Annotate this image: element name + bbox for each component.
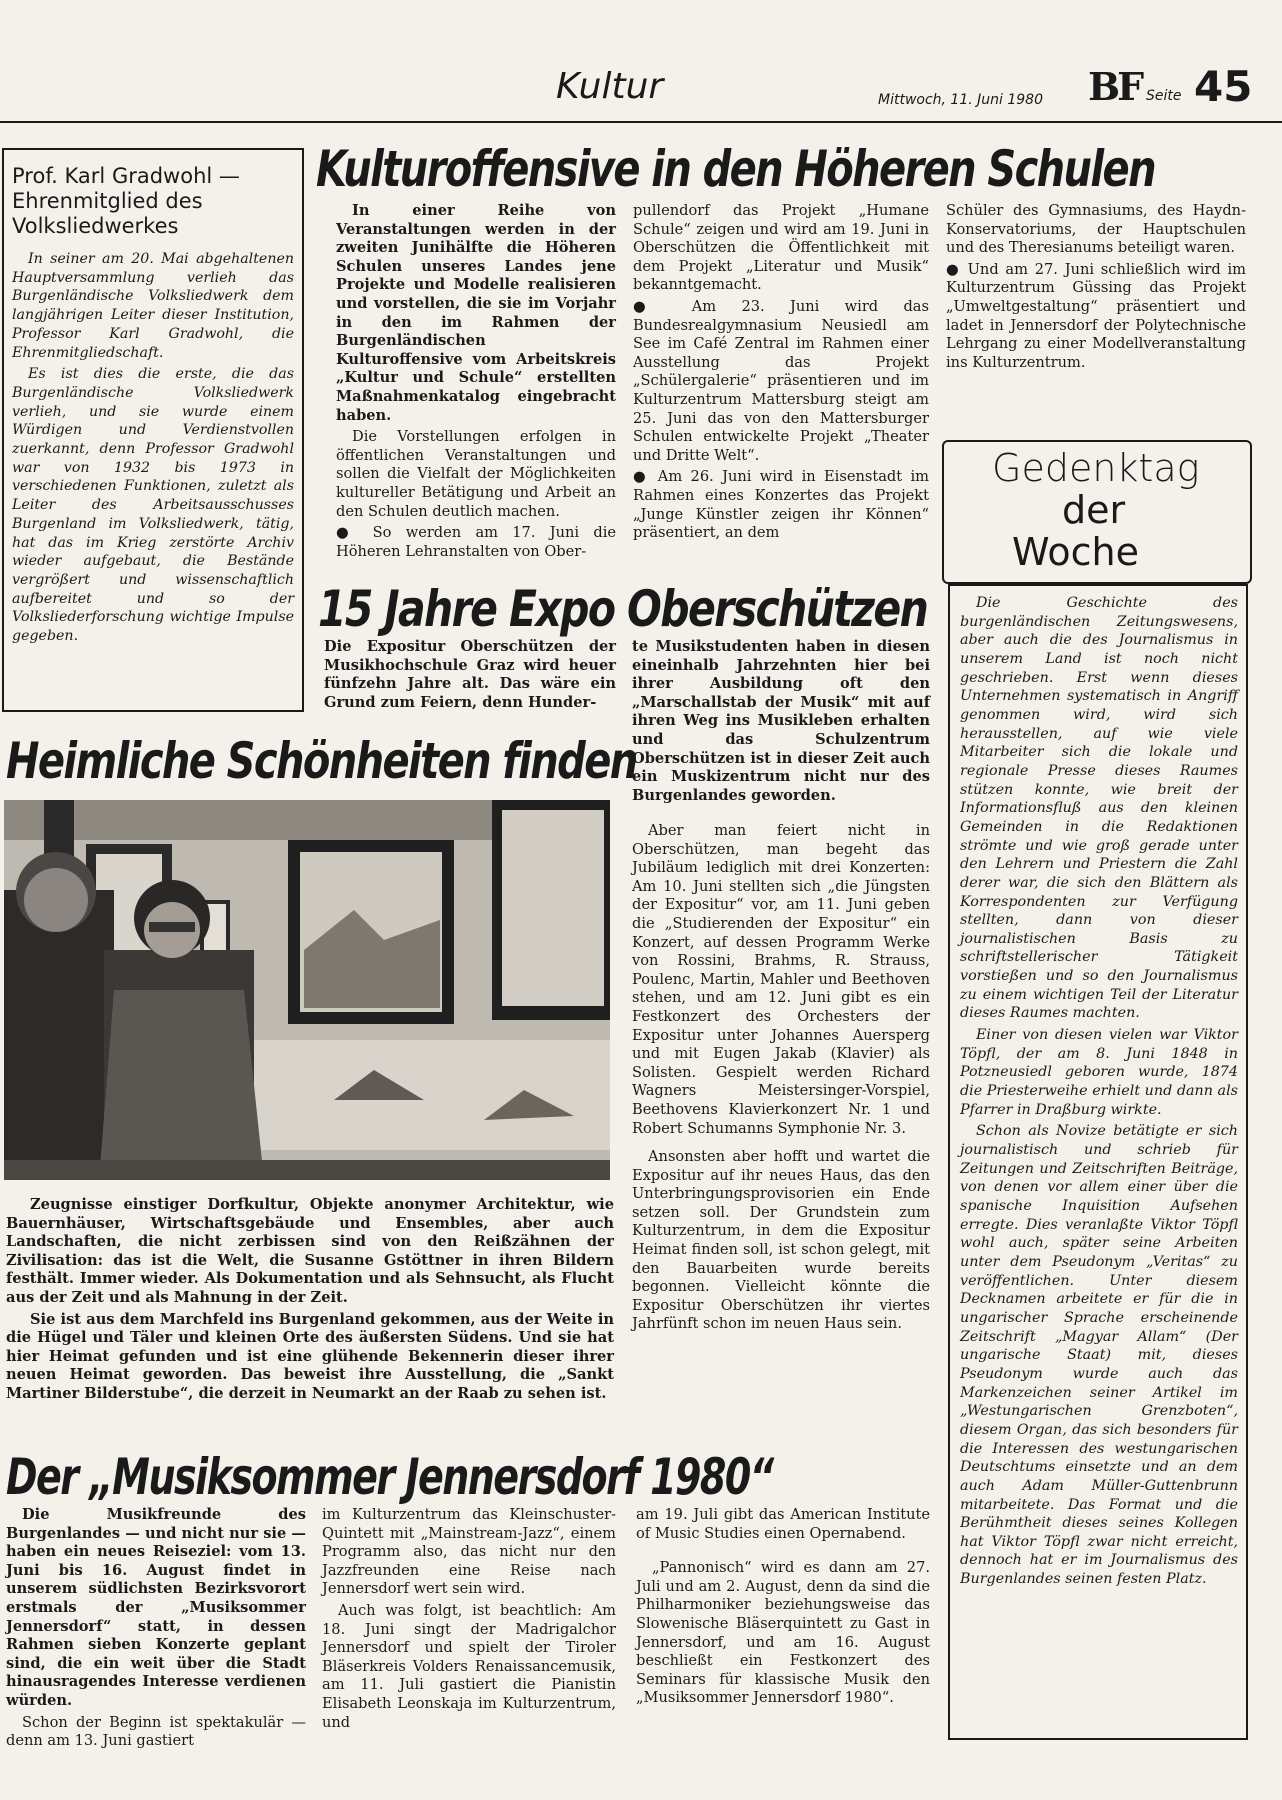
header-rule	[0, 121, 1282, 123]
musiksommer-paragraph: Auch was folgt, ist beachtlich: Am 18. Juni singt der Madrigalchor Jennersdorf und spielt der Tiroler Bläserkreis Volders Renaissancemusik, am 11. Juli gastiert die Pianistin Elisabeth Leonskaja im Kulturzentrum, und	[322, 1601, 616, 1731]
gedenktag-title-box	[942, 440, 1252, 584]
expo-lead-left: Die Expositur Oberschützen der Musikhochschule Graz wird heuer fünfzehn Jahre alt. Das wäre ein Grund zum Feiern, denn Hunder-	[324, 638, 616, 711]
page-number: 45	[1194, 62, 1253, 111]
musiksommer-paragraph: „Pannonisch“ wird es dann am 27. Juli und am 2. August, denn da sind die Philharmoniker beziehungsweise das Slowenische Bläserquintett zu Gast in Jennersdorf, und am 16. August beschließt ein Festkonzert des Seminars für klassische Musik den „Musiksommer Jennersdorf 1980“.	[636, 1559, 930, 1707]
expo-headline: 15 Jahre Expo Oberschützen	[318, 580, 928, 638]
expo-paragraph: Aber man feiert nicht in Oberschützen, man begeht das Jubiläum lediglich mit drei Konzerten: Am 10. Juni stellten sich „die Jüngsten der Expositur“ vor, am 11. Juni geben die „Studierenden der Expositur“ ein Konzert, auf dessen Programm Werke von Rossini, Brahms, R. Strauss, Poulenc, Martin, Mahler und Beethoven stehen, und am 12. Juni gibt es ein Festkonzert des Orchesters der Expositur unter Johannes Auersperg und mit Eugen Jakab (Klavier) als Solisten. Gespielt werden Richard Wagners Meistersinger-Vorspiel, Beethovens Klavierkonzert Nr. 1 und Robert Schumanns Symphonie Nr. 3.	[632, 822, 930, 1137]
kulturoffensive-paragraph: ● Am 23. Juni wird das Bundesrealgymnasium Neusiedl am See im Café Zentral im Rahmen einer Ausstellung das Projekt „Schülergalerie“ präsentieren und im Kulturzentrum Mattersburg steigt am 25. Juni das von den Mattersburger Schulen entwickelte Projekt „Theater und Dritte Welt“.	[633, 297, 929, 464]
kulturoffensive-paragraph: pullendorf das Projekt „Humane Schule“ zeigen und wird am 19. Juni in Oberschützen die Öffentlichkeit mit dem Projekt „Literatur und Musik“ bekanntgemacht.	[633, 202, 929, 294]
exhibition-photo	[4, 800, 610, 1180]
kulturoffensive-col-3	[946, 202, 1246, 375]
expo-body	[632, 822, 930, 1337]
exhibition-photo-image	[4, 800, 610, 1180]
section-title: Kultur	[556, 66, 664, 107]
musiksommer-col-1	[6, 1506, 306, 1754]
musiksommer-paragraph: im Kulturzentrum das Kleinschuster-Quintett mit „Mainstream-Jazz“, einem Programm also, das nicht nur den Jazzfreunden eine Reise nach Jennersdorf wert sein wird.	[322, 1506, 616, 1598]
kulturoffensive-col-1	[336, 202, 616, 564]
issue-date: Mittwoch, 11. Juni 1980	[878, 92, 1043, 108]
heimliche-headline: Heimliche Schönheiten finden	[6, 732, 637, 790]
page-label: Seite	[1146, 88, 1182, 104]
gedenktag-paragraph: Schon als Novize betätigte er sich journalistisch und schrieb für Zeitungen und Zeitschriften Beiträge, von denen vor allem einer über die spanische Inquisition Aufsehen erregte. Dies veranlaßte Viktor Töpfl wohl auch, später seine Arbeiten unter dem Pseudonym „Veritas“ zu veröffentlichen. Unter diesem Decknamen arbeitete er für die in ungarischer Sprache erscheinende Zeitschrift „Magyar Allam“ (Der ungarische Staat) mit, dieses Pseudonym wurde auch das Markenzeichen seiner Artikel im „Westungarischen Grenzboten“, diesem Organ, das sich besonders für die Interessen des westungarischen Deutschtums einsetzte und an dem auch Adam Müller-Guttenbrunn mitarbeitete. Das Format und die Berühmtheit dieses seines Kollegen hat Viktor Töpfl zwar nicht erreicht, dennoch hat er im Journalismus des Burgenlandes seinen festen Platz.	[960, 1123, 1238, 1588]
musiksommer-lead: Die Musikfreunde des Burgenlandes — und nicht nur sie — haben ein neues Reiseziel: vom 13. Juni bis 16. August findet in unserem südlichsten Bezirksvorort erstmals der „Musiksommer Jennersdorf“ statt, in dessen Rahmen sieben Konzerte geplant sind, die ein weit über die Stadt hinausragendes Interesse verdienen würden.	[6, 1506, 306, 1709]
kulturoffensive-paragraph: Schüler des Gymnasiums, des Haydn-Konservatoriums, der Hauptschulen und des Theresianums beteiligt waren.	[946, 202, 1246, 257]
newspaper-logo: BF	[1088, 64, 1142, 109]
kulturoffensive-paragraph: Die Vorstellungen erfolgen in öffentlichen Veranstaltungen und sollen die Vielfalt der Möglichkeiten kultureller Betätigung und Arbeit an den Schulen deutlich machen.	[336, 428, 616, 520]
gradwohl-article	[2, 148, 304, 712]
gradwohl-paragraph: Es ist dies die erste, die das Burgenländische Volksliedwerk verlieh, und sie wurde einem Würdigen und Verdienstvollen zuerkannt, denn Professor Gradwohl war von 1932 bis 1973 in verschiedenen Funktionen, zuletzt als Leiter des Arbeitsausschusses Burgenland im Volksliedwerk, tätig, hat das im Krieg zerstörte Archiv wieder aufgebaut, die Bestände vergrößert und wissenschaftlich aufbereitet und so der Volksliederforschung wichtige Impulse gegeben.	[12, 366, 294, 645]
musiksommer-col-2	[322, 1506, 616, 1735]
musiksommer-paragraph: am 19. Juli gibt das American Institute of Music Studies einen Opernabend.	[636, 1506, 930, 1542]
expo-lead-right: te Musikstudenten haben in diesen eineinhalb Jahrzehnten hier bei ihrer Ausbildung oft den „Marschallstab der Musik“ mit auf ihren Weg ins Musikleben erhalten und das Schulzentrum Oberschützen ist in dieser Zeit auch ein Muskizentrum nicht nur des Burgenlandes geworden.	[632, 638, 930, 804]
kulturoffensive-headline: Kulturoffensive in den Höheren Schulen	[316, 140, 1155, 198]
kulturoffensive-paragraph: ● Am 26. Juni wird in Eisenstadt im Rahmen eines Konzertes das Projekt „Junge Künstler zeigen ihr Können“ präsentiert, an dem	[633, 468, 929, 542]
gradwohl-paragraph: In seiner am 20. Mai abgehaltenen Hauptversammlung verlieh das Burgenländische Volksliedwerk dem langjährigen Leiter dieser Institution, Professor Karl Gradwohl, die Ehrenmitgliedschaft.	[12, 251, 294, 361]
kulturoffensive-lead: In einer Reihe von Veranstaltungen werden in der zweiten Junihälfte die Höheren Schulen unseres Landes jene Projekte und Modelle realisieren und vorstellen, die sie im Vorjahr in den im Rahmen der Burgenländischen Kulturoffensive vom Arbeitskreis „Kultur und Schule“ erstellten Maßnahmenkatalog eingebracht haben.	[336, 202, 616, 424]
musiksommer-headline: Der „Musiksommer Jennersdorf 1980“	[6, 1448, 773, 1506]
kulturoffensive-paragraph: ● Und am 27. Juni schließlich wird im Kulturzentrum Güssing das Projekt „Umweltgestaltung“ präsentiert und ladet in Jennersdorf der Polytechnische Lehrgang zu einer Modellveranstaltung ins Kulturzentrum.	[946, 260, 1246, 371]
gedenktag-paragraph: Einer von diesen vielen war Viktor Töpfl, der am 8. Juni 1848 in Potzneusiedl geboren wurde, 1874 die Priesterweihe erhielt und dann als Pfarrer in Draßburg wirkte.	[960, 1027, 1238, 1118]
gedenktag-paragraph: Die Geschichte des burgenländischen Zeitungswesens, aber auch die des Journalismus in unserem Land ist noch nicht geschrieben. Erst wenn dieses Unternehmen systematisch in Angriff genommen wird, wird sich herausstellen, auf wie viele Mitarbeiter sich die lokale und regionale Presse dieses Raumes stützen konnte, wie breit der Informationsfluß aus den kleinen Gemeinden in die Redaktionen strömte und wie groß gerade unter den Lehrern und Priestern die Zahl derer war, die sich den Blättern als Korrespondenten zur Verfügung stellten, dann von dieser journalistischen Basis zu schriftstellerischer Tätigkeit vorstießen und so den Journalismus zu einem wichtigen Teil der Literatur dieses Raumes machten.	[960, 595, 1238, 1022]
heimliche-paragraph: Sie ist aus dem Marchfeld ins Burgenland gekommen, aus der Weite in die Hügel und Täler und kleinen Orte des äußersten Südens. Und sie hat hier Heimat gefunden und ist eine glühende Bekennerin dieser ihrer neuen Heimat geworden. Das beweist ihre Ausstellung, die „Sankt Martiner Bilderstube“, die derzeit in Neumarkt an der Raab zu sehen ist.	[6, 1310, 614, 1402]
gedenktag-body	[960, 594, 1238, 1592]
gradwohl-body	[12, 250, 294, 649]
gedenktag-title-line-2: der	[1062, 488, 1126, 532]
heimliche-paragraph: Zeugnisse einstiger Dorfkultur, Objekte anonymer Architektur, wie Bauernhäuser, Wirtschaftsgebäude und Ensembles, aber auch Landschaften, die nicht zerbissen sind von den Reißzähnen der Zivilisation: das ist die Welt, die Susanne Gstöttner in ihren Bildern festhält. Immer wieder. Als Dokumentation und als Sehnsucht, als Flucht aus der Zeit und als Mahnung in der Zeit.	[6, 1196, 614, 1306]
kulturoffensive-paragraph: ● So werden am 17. Juni die Höheren Lehranstalten von Ober-	[336, 524, 616, 560]
musiksommer-paragraph: Schon der Beginn ist spektakulär — denn am 13. Juni gastiert	[6, 1713, 306, 1750]
expo-paragraph: Ansonsten aber hofft und wartet die Expositur auf ihr neues Haus, das den Unterbringungsprovisorien ein Ende setzen soll. Der Grundstein zum Kulturzentrum, in dem die Expositur Heimat finden soll, ist schon gelegt, mit den Bauarbeiten wurde bereits begonnen. Vielleicht könnte die Expositur Oberschützen ihr viertes Jahrfünft schon im neuen Haus sein.	[632, 1148, 930, 1333]
kulturoffensive-col-2	[633, 202, 929, 546]
gradwohl-title: Prof. Karl Gradwohl — Ehrenmitglied des Volksliedwerkes	[12, 164, 240, 238]
gedenktag-title-line-3: Woche	[1012, 530, 1139, 574]
musiksommer-col-3	[636, 1506, 930, 1711]
gedenktag-title-line-1: Gedenktag	[992, 446, 1200, 490]
gedenktag-article	[948, 584, 1248, 1740]
heimliche-body	[6, 1196, 614, 1407]
